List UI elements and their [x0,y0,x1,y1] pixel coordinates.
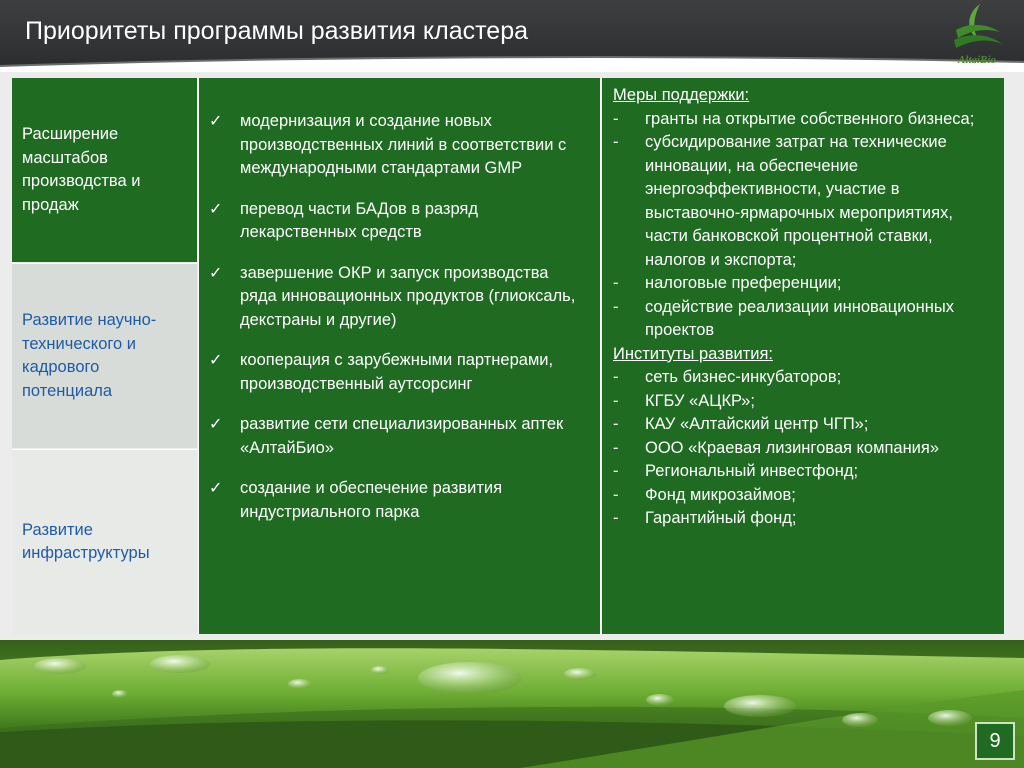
slide-title: Приоритеты программы развития кластера [25,17,529,45]
institute-list-item [613,460,994,484]
grass-dew-photo [0,640,1024,768]
dash-bullet: - [613,297,619,316]
support-text: налоговые преференции; [645,274,842,292]
measure-text: создание и обеспечение развития индустриального парка [240,479,503,521]
institute-list-item [613,390,994,414]
priority-area-label: Развитие научно-технического и кадрового потенциала [22,311,157,400]
priority-area-label: Расширение масштабов производства и продаж [22,125,141,214]
support-list-item [613,272,994,296]
dash-bullet: - [613,509,619,527]
institute-list-item [613,484,994,508]
checkmark-icon: ✓ [209,113,223,130]
institute-text: Фонд микрозаймов; [645,485,796,504]
institute-text: КАУ «Алтайский центр ЧГП»; [645,415,869,433]
dash-bullet: - [613,274,619,292]
measure-list-item [199,110,600,181]
checkmark-icon: ✓ [209,352,223,369]
measure-list-item [199,198,600,245]
measure-text: развитие сети специализированных аптек «АлтайБио» [240,415,564,457]
leaf-icon [936,0,1018,54]
support-column [602,78,1004,634]
priorities-table [12,78,1024,634]
support-heading: Меры поддержки: [613,86,750,104]
institute-text: Гарантийный фонд; [645,509,797,527]
checkmark-icon: ✓ [209,416,223,433]
measure-text: перевод части БАДов в разряд лекарственных средств [240,199,478,241]
measure-text: кооперация с зарубежными партнерами, производственный аутсорсинг [240,351,554,393]
measures-column [198,78,601,634]
institutes-heading: Институты развития: [613,344,773,363]
priority-areas-column [12,78,197,634]
institute-text: КГБУ «АЦКР»; [645,391,755,410]
dash-bullet: - [613,438,619,457]
dash-bullet: - [613,485,619,504]
dash-bullet: - [613,462,619,480]
support-text: гранты на открытие собственного бизнеса; [645,109,975,128]
institute-text: сеть бизнес-инкубаторов; [645,368,842,386]
institute-text: Региональный инвестфонд; [645,462,859,480]
dash-bullet: - [613,368,619,386]
priority-area-production [12,78,197,262]
support-text: субсидирование затрат на технические инновации, на обеспечение энергоэффективности, участие в выставочно-ярмарочных мероприятиях, части банковской процентной ставки, налогов и экспорта; [645,133,953,269]
support-list-item [613,296,994,343]
priority-area-label: Развитие инфраструктуры [22,520,150,562]
institute-list-item [613,437,994,461]
institute-list-item [613,413,994,437]
priority-area-infrastructure [12,449,197,634]
dash-bullet: - [613,133,619,151]
checkmark-icon: ✓ [209,480,223,497]
institute-list-item [613,507,994,531]
checkmark-icon: ✓ [209,200,223,218]
measure-list-item [199,413,600,460]
measure-text: завершение ОКР и запуск производства ряда инновационных продуктов (глиоксаль, декстраны и другие) [240,263,576,329]
institute-text: ООО «Краевая лизинговая компания» [645,438,940,457]
measure-text: модернизация и создание новых производственных линий в соответствии с международными стандартами GMP [240,112,567,177]
grass-blades-illustration [0,640,1024,768]
priority-area-science [12,263,197,448]
slide-header [0,0,1024,72]
header-swoosh-decoration [0,52,1024,74]
support-list-item [613,108,994,132]
dash-bullet: - [613,391,619,410]
logo-wordmark: AltaiBio [958,54,996,66]
dash-bullet: - [613,109,619,128]
support-list-item [613,131,994,272]
measure-list-item [199,262,600,333]
measure-list-item [199,349,600,396]
measure-list-item [199,477,600,524]
institute-list-item [613,366,994,390]
page-number: 9 [975,722,1015,760]
altaibio-logo [936,0,1018,70]
support-text: содействие реализации инновационных проектов [645,297,954,339]
checkmark-icon: ✓ [209,264,223,282]
dash-bullet: - [613,415,619,433]
